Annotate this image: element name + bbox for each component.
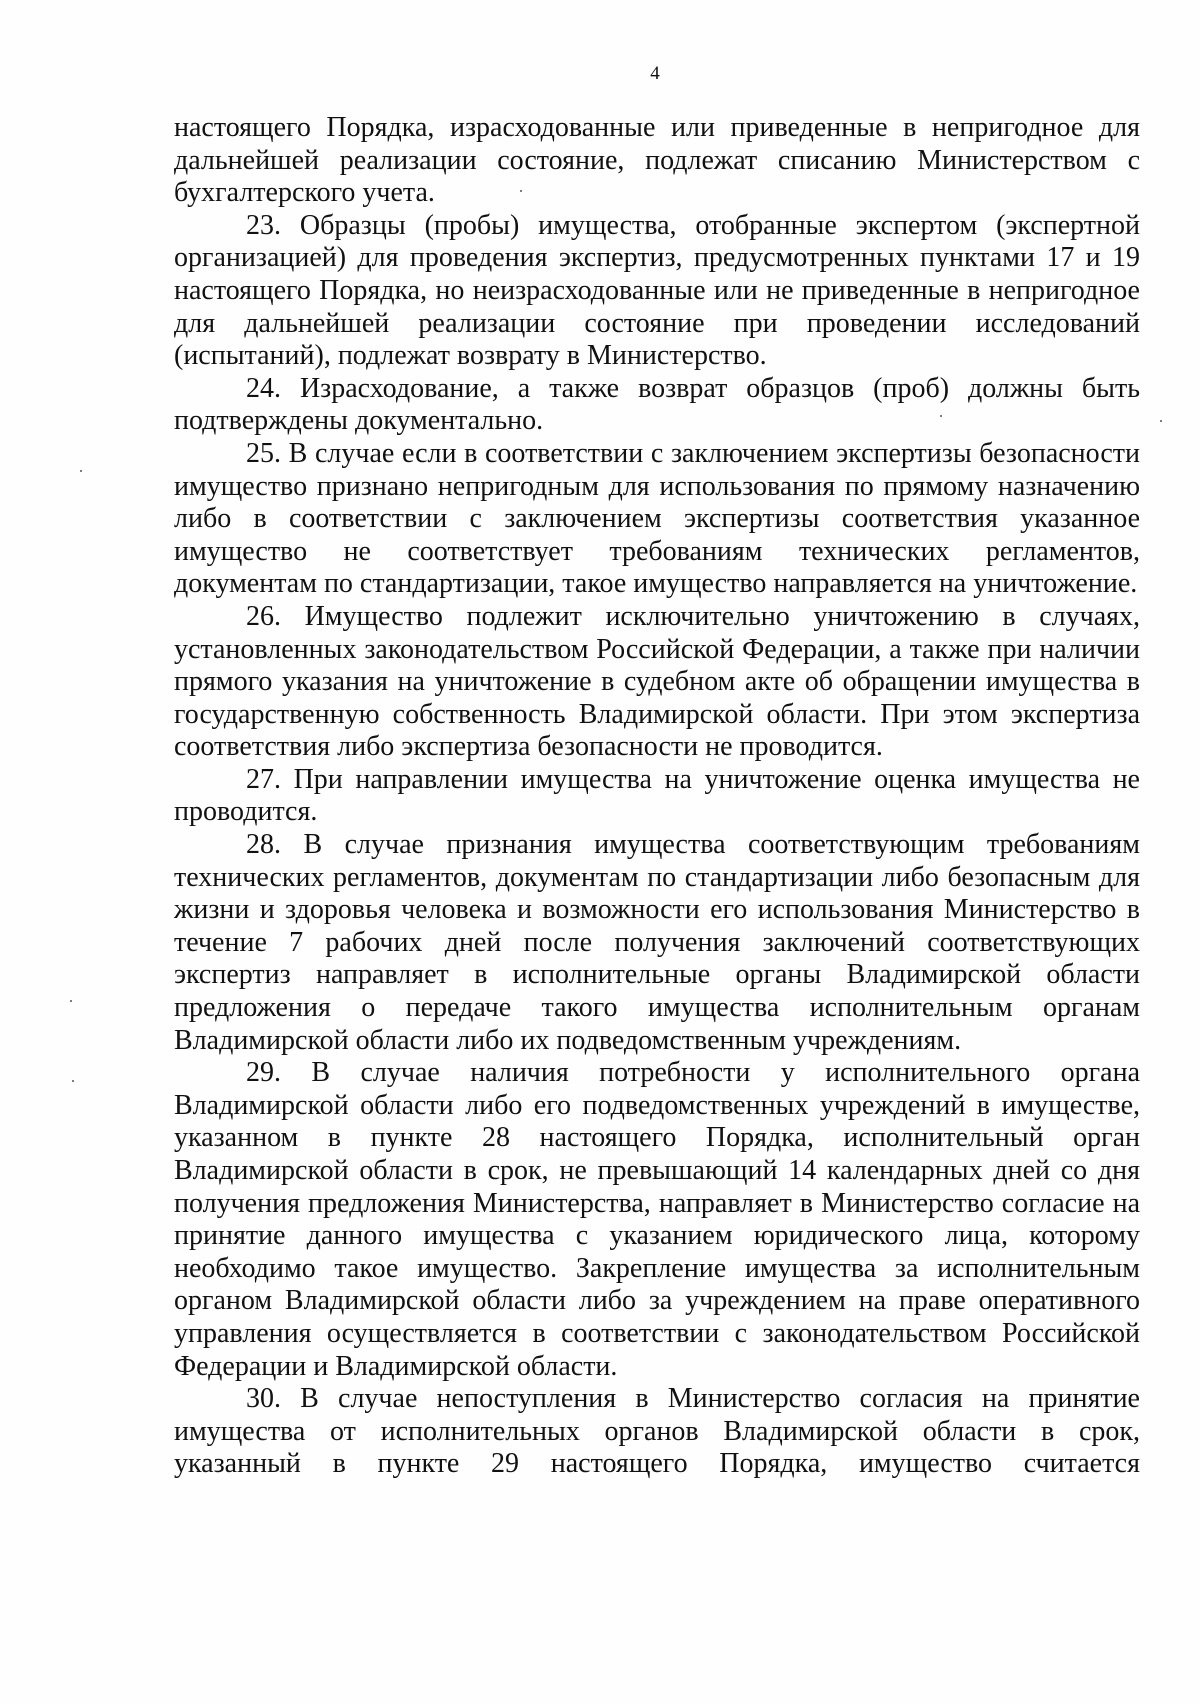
paragraph-26: 26. Имущество подлежит исключительно уничтожению в случаях, установленных законодательством Российской Федерации, а также при наличии прямого указания на уничтожение в судебном акте об обращении имущества в государственную собственность Владимирской области. При этом экспертиза соответствия либо экспертиза безопасности не проводится. <box>174 600 1140 763</box>
paragraph-24: 24. Израсходование, а также возврат образцов (проб) должны быть подтверждены документально. <box>174 372 1140 437</box>
document-body <box>174 112 1140 1481</box>
paragraph-29: 29. В случае наличия потребности у исполнительного органа Владимирской области либо его подведомственных учреждений в имуществе, указанном в пункте 28 настоящего Порядка, исполнительный орган Владимирской области в срок, не превышающий 14 календарных дней со дня получения предложения Министерства, направляет в Министерство согласие на принятие данного имущества с указанием юридического лица, которому необходимо такое имущество. Закрепление имущества за исполнительным органом Владимирской области либо за учреждением на праве оперативного управления осуществляется в соответствии с законодательством Российской Федерации и Владимирской области. <box>174 1057 1140 1382</box>
paragraph-28: 28. В случае признания имущества соответствующим требованиям технических регламентов, документам по стандартизации либо безопасным для жизни и здоровья человека и возможности его использования Министерство в течение 7 рабочих дней после получения заключений соответствующих экспертиз направляет в исполнительные органы Владимирской области предложения о передаче такого имущества исполнительным органам Владимирской области либо их подведомственным учреждениям. <box>174 829 1140 1056</box>
page-number: 4 <box>650 63 660 84</box>
paragraph-25: 25. В случае если в соответствии с заключением экспертизы безопасности имущество признано непригодным для использования по прямому назначению либо в соответствии с заключением экспертизы соответствия указанное имущество не соответствует требованиям технических регламентов, документам по стандартизации, такое имущество направляется на уничтожение. <box>174 437 1140 600</box>
paragraph-27: 27. При направлении имущества на уничтожение оценка имущества не проводится. <box>174 763 1140 828</box>
paragraph-continuation: настоящего Порядка, израсходованные или приведенные в непригодное для дальнейшей реализации состояние, подлежат списанию Министерством с бухгалтерского учета. <box>174 112 1140 209</box>
paragraph-30: 30. В случае непоступления в Министерство согласия на принятие имущества от исполнительных органов Владимирской области в срок, указанный в пункте 29 настоящего Порядка, имущество считается <box>174 1383 1140 1480</box>
paragraph-23: 23. Образцы (пробы) имущества, отобранные экспертом (экспертной организацией) для проведения экспертиз, предусмотренных пунктами 17 и 19 настоящего Порядка, но неизрасходованные или не приведенные в непригодное для дальнейшей реализации состояние при проведении исследований (испытаний), подлежат возврату в Министерство. <box>174 209 1140 372</box>
scan-speck <box>1160 420 1162 422</box>
scan-speck <box>80 470 82 472</box>
scan-speck <box>70 1000 72 1002</box>
scan-speck <box>520 190 522 192</box>
scan-speck <box>940 415 942 417</box>
scan-speck <box>72 1080 74 1082</box>
